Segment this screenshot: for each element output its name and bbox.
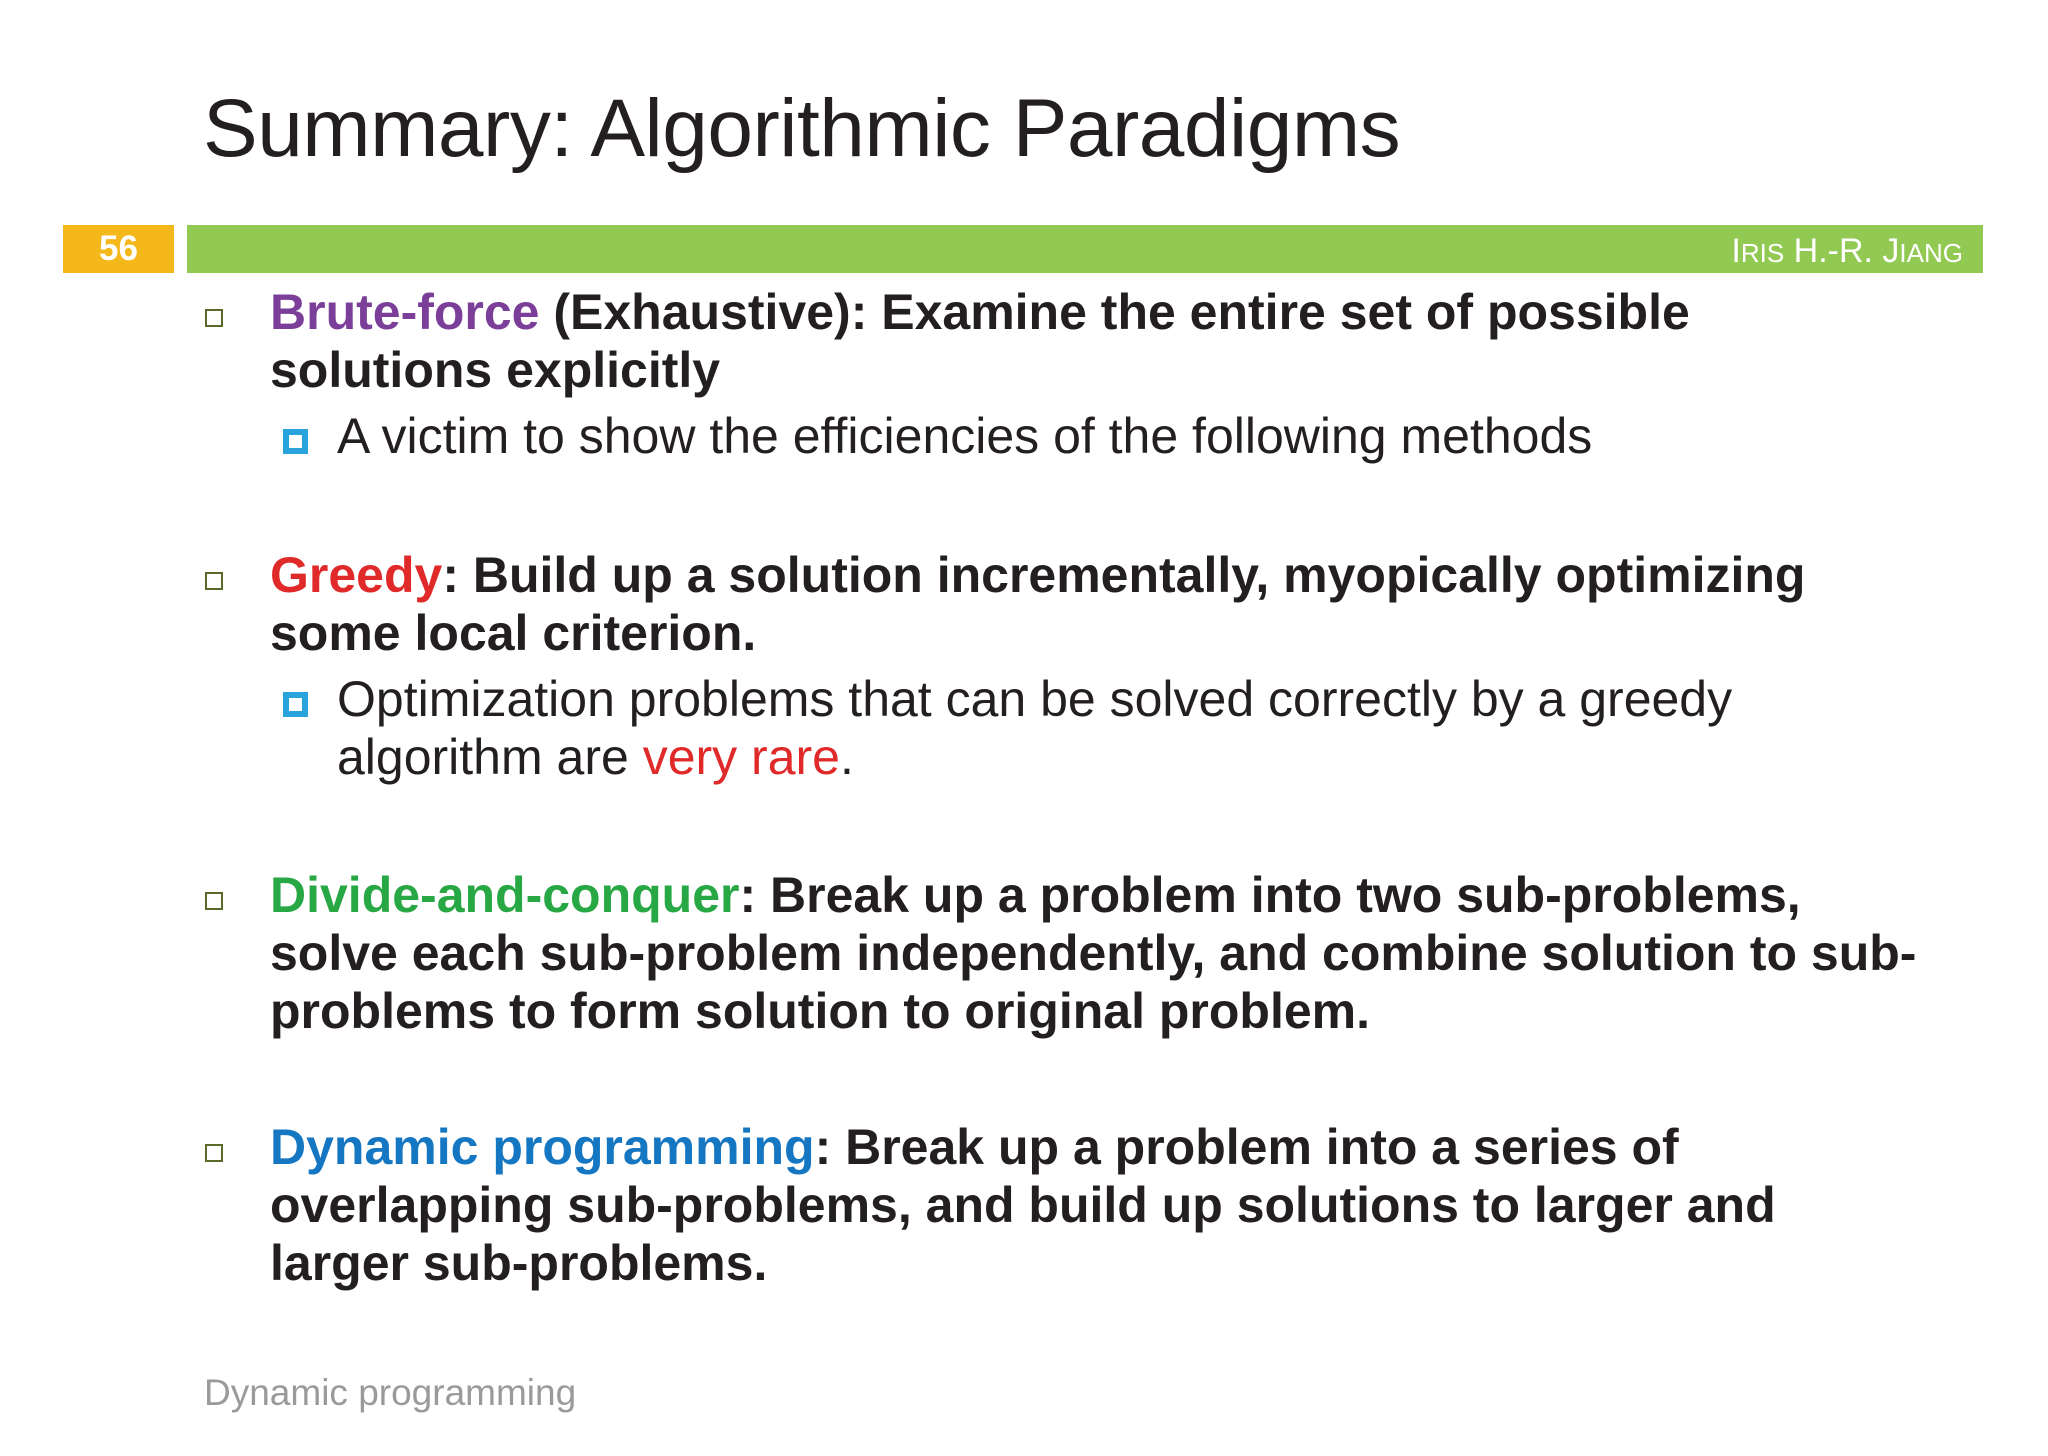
author-name: IRIS H.-R. JIANG bbox=[1731, 232, 1963, 270]
bullet-greedy bbox=[205, 546, 1925, 786]
square-bullet-icon bbox=[205, 309, 223, 327]
bullet-text: Greedy: Build up a solution incrementally, myopically optimizing some local criterion. bbox=[270, 547, 1806, 661]
sub-bullet: A victim to show the efficiencies of the following methods bbox=[270, 407, 1925, 465]
bullet-dynamic-programming bbox=[205, 1118, 1925, 1292]
bullet-text: Brute-force (Exhaustive): Examine the entire set of possible solutions explicitly bbox=[270, 284, 1690, 398]
page-number-badge: 56 bbox=[63, 225, 174, 273]
square-bullet-icon bbox=[205, 892, 223, 910]
sub-bullet-icon bbox=[283, 692, 308, 717]
bullet-text: Dynamic programming: Break up a problem into a series of overlapping sub-problems, and build up solutions to larger and larger sub-problems. bbox=[270, 1119, 1776, 1291]
square-bullet-icon bbox=[205, 572, 223, 590]
bullet-divide-and-conquer bbox=[205, 866, 1925, 1040]
term-dynamic-programming: Dynamic programming bbox=[270, 1119, 815, 1175]
bullet-brute-force bbox=[205, 283, 1925, 465]
bullet-text: Divide-and-conquer: Break up a problem into two sub-problems, solve each sub-problem independently, and combine solution to sub-problems to form solution to original problem. bbox=[270, 867, 1917, 1039]
sub-bullet-icon bbox=[283, 429, 308, 454]
slide-title: Summary: Algorithmic Paradigms bbox=[203, 83, 1401, 174]
term-greedy: Greedy bbox=[270, 547, 443, 603]
highlight-very-rare: very rare bbox=[642, 729, 840, 785]
sub-bullet: Optimization problems that can be solved correctly by a greedy algorithm are very rare. bbox=[270, 670, 1925, 786]
term-divide-and-conquer: Divide-and-conquer bbox=[270, 867, 740, 923]
term-brute-force: Brute-force bbox=[270, 284, 540, 340]
square-bullet-icon bbox=[205, 1144, 223, 1162]
footer-label: Dynamic programming bbox=[204, 1372, 577, 1413]
